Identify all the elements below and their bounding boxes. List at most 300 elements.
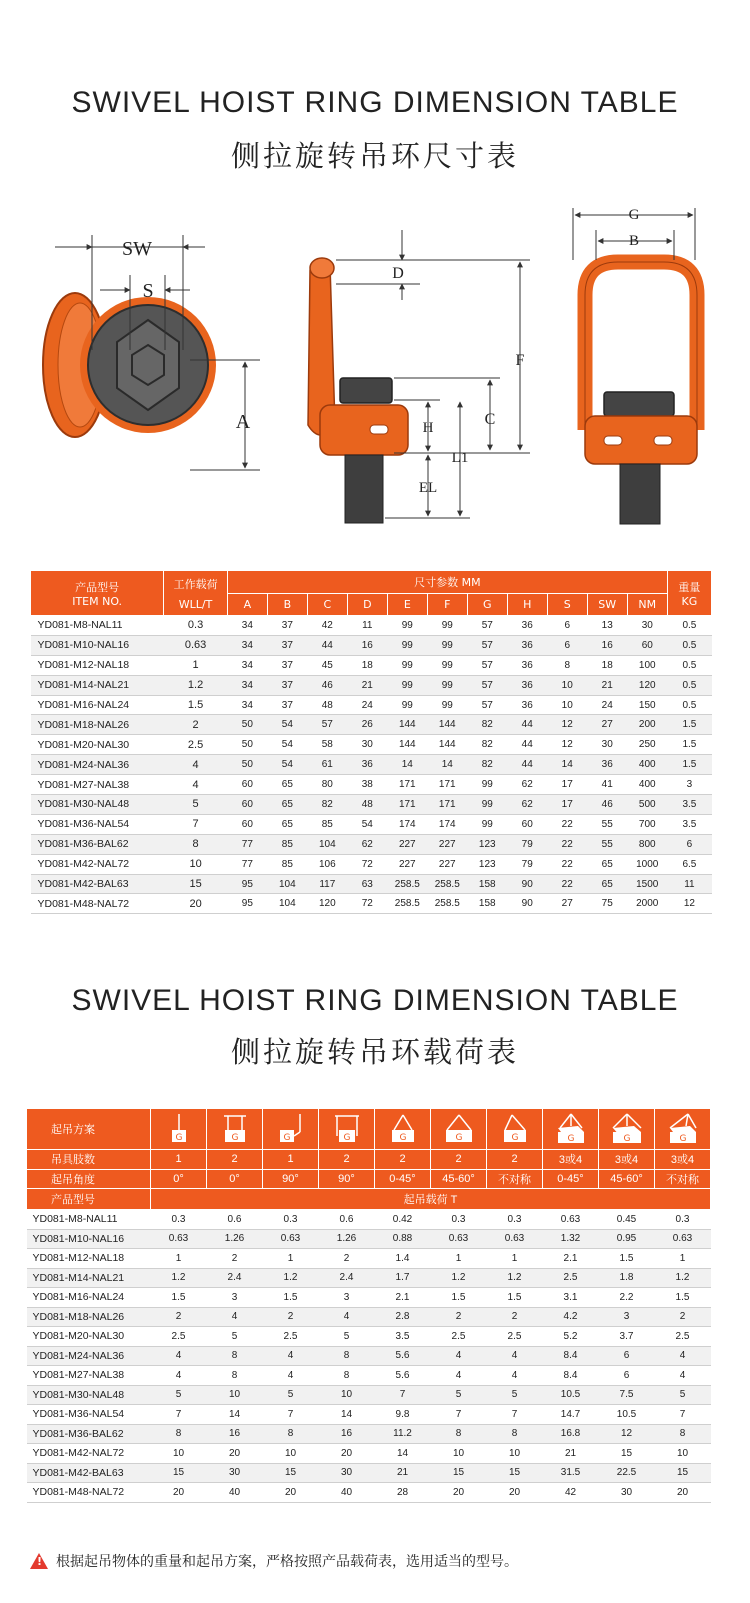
cell-model: YD081-M36-BAL62 bbox=[27, 1424, 151, 1444]
cell-load: 20 bbox=[263, 1483, 319, 1503]
cell-value: 55 bbox=[587, 834, 627, 854]
cell-model: YD081-M42-BAL63 bbox=[27, 1463, 151, 1483]
cell-value: 227 bbox=[387, 854, 427, 874]
cell-load: 1.26 bbox=[207, 1229, 263, 1249]
cell-load: 40 bbox=[319, 1483, 375, 1503]
angle-value: 不对称 bbox=[487, 1169, 543, 1189]
cell-model: YD081-M36-BAL62 bbox=[31, 834, 164, 854]
cell-load: 4 bbox=[319, 1307, 375, 1327]
cell-load: 0.42 bbox=[375, 1210, 431, 1230]
legs-value: 2 bbox=[207, 1150, 263, 1170]
table-row bbox=[31, 795, 712, 815]
cell-value: 60 bbox=[627, 635, 667, 655]
cell-value: 24 bbox=[347, 695, 387, 715]
cell-load: 4 bbox=[487, 1346, 543, 1366]
cell-load: 0.63 bbox=[151, 1229, 207, 1249]
cell-load: 7 bbox=[431, 1405, 487, 1425]
cell-value: 12 bbox=[547, 735, 587, 755]
cell-model: YD081-M42-NAL72 bbox=[31, 854, 164, 874]
scheme-icon-10 bbox=[655, 1109, 711, 1150]
cell-value: 3 bbox=[667, 775, 711, 795]
cell-value: 72 bbox=[347, 894, 387, 914]
cell-value: 5 bbox=[164, 795, 228, 815]
cell-value: 12 bbox=[547, 715, 587, 735]
cell-load: 28 bbox=[375, 1483, 431, 1503]
cell-value: 30 bbox=[587, 735, 627, 755]
legs-value: 2 bbox=[431, 1150, 487, 1170]
cell-value: 34 bbox=[227, 616, 267, 636]
cell-model: YD081-M42-BAL63 bbox=[31, 874, 164, 894]
cell-value: 46 bbox=[307, 675, 347, 695]
angle-value: 不对称 bbox=[655, 1169, 711, 1189]
table-row bbox=[31, 695, 712, 715]
cell-value: 14 bbox=[427, 755, 467, 775]
header-col-nm: NM bbox=[627, 593, 667, 616]
cell-load: 10 bbox=[431, 1444, 487, 1464]
scheme-icon-9 bbox=[599, 1109, 655, 1150]
table-row bbox=[27, 1307, 711, 1327]
cell-load: 2 bbox=[151, 1307, 207, 1327]
cell-load: 2.8 bbox=[375, 1307, 431, 1327]
table-row bbox=[31, 894, 712, 914]
cell-value: 37 bbox=[267, 675, 307, 695]
cell-value: 158 bbox=[467, 894, 507, 914]
cell-load: 10 bbox=[263, 1444, 319, 1464]
cell-load: 15 bbox=[431, 1463, 487, 1483]
cell-model: YD081-M8-NAL11 bbox=[31, 616, 164, 636]
cell-value: 123 bbox=[467, 854, 507, 874]
cell-load: 4 bbox=[263, 1366, 319, 1386]
load-table bbox=[26, 1108, 711, 1503]
cell-load: 0.6 bbox=[319, 1210, 375, 1230]
cell-value: 2000 bbox=[627, 894, 667, 914]
table-row bbox=[31, 635, 712, 655]
cell-value: 57 bbox=[467, 695, 507, 715]
cell-value: 80 bbox=[307, 775, 347, 795]
label-b: B bbox=[628, 233, 640, 249]
cell-load: 16 bbox=[319, 1424, 375, 1444]
cell-model: YD081-M27-NAL38 bbox=[27, 1366, 151, 1386]
cell-value: 65 bbox=[267, 814, 307, 834]
cell-load: 1.2 bbox=[431, 1268, 487, 1288]
cell-load: 22.5 bbox=[599, 1463, 655, 1483]
cell-value: 16 bbox=[347, 635, 387, 655]
cell-load: 8 bbox=[207, 1346, 263, 1366]
cell-load: 15 bbox=[151, 1463, 207, 1483]
cell-value: 34 bbox=[227, 655, 267, 675]
cell-load: 0.3 bbox=[151, 1210, 207, 1230]
cell-value: 250 bbox=[627, 735, 667, 755]
cell-model: YD081-M16-NAL24 bbox=[31, 695, 164, 715]
cell-value: 50 bbox=[227, 715, 267, 735]
cell-value: 117 bbox=[307, 874, 347, 894]
cell-value: 65 bbox=[267, 795, 307, 815]
cell-load: 10 bbox=[207, 1385, 263, 1405]
cell-value: 1000 bbox=[627, 854, 667, 874]
cell-load: 14 bbox=[319, 1405, 375, 1425]
label-scheme: 起吊方案 bbox=[27, 1109, 151, 1150]
cell-value: 26 bbox=[347, 715, 387, 735]
load-title-en: SWIVEL HOIST RING DIMENSION TABLE bbox=[71, 984, 679, 1017]
cell-value: 48 bbox=[347, 795, 387, 815]
legs-value: 2 bbox=[375, 1150, 431, 1170]
cell-load: 1 bbox=[655, 1249, 711, 1269]
legs-value: 2 bbox=[487, 1150, 543, 1170]
cell-value: 30 bbox=[627, 616, 667, 636]
cell-value: 99 bbox=[387, 616, 427, 636]
cell-value: 0.63 bbox=[164, 635, 228, 655]
cell-value: 57 bbox=[467, 616, 507, 636]
cell-load: 4.2 bbox=[543, 1307, 599, 1327]
header-col-g: G bbox=[467, 593, 507, 616]
cell-load: 6 bbox=[599, 1366, 655, 1386]
cell-value: 99 bbox=[467, 775, 507, 795]
cell-value: 82 bbox=[307, 795, 347, 815]
cell-value: 50 bbox=[227, 735, 267, 755]
cell-model: YD081-M42-NAL72 bbox=[27, 1444, 151, 1464]
cell-load: 5 bbox=[319, 1327, 375, 1347]
cell-load: 2.2 bbox=[599, 1288, 655, 1308]
cell-load: 1.2 bbox=[655, 1268, 711, 1288]
cell-value: 79 bbox=[507, 834, 547, 854]
cell-value: 63 bbox=[347, 874, 387, 894]
cell-value: 144 bbox=[387, 715, 427, 735]
cell-load: 1.32 bbox=[543, 1229, 599, 1249]
cell-value: 27 bbox=[587, 715, 627, 735]
svg-text:G: G bbox=[343, 1133, 350, 1143]
cell-load: 1.5 bbox=[599, 1249, 655, 1269]
header-col-f: F bbox=[427, 593, 467, 616]
cell-value: 227 bbox=[427, 834, 467, 854]
header-weight-cn: 重量 bbox=[678, 580, 701, 594]
cell-value: 36 bbox=[587, 755, 627, 775]
cell-value: 18 bbox=[347, 655, 387, 675]
cell-value: 41 bbox=[587, 775, 627, 795]
cell-value: 62 bbox=[347, 834, 387, 854]
cell-value: 15 bbox=[164, 874, 228, 894]
cell-value: 500 bbox=[627, 795, 667, 815]
cell-value: 44 bbox=[507, 755, 547, 775]
cell-value: 8 bbox=[547, 655, 587, 675]
svg-text:G: G bbox=[679, 1134, 686, 1144]
label-model: 产品型号 bbox=[27, 1189, 151, 1210]
cell-value: 36 bbox=[347, 755, 387, 775]
cell-value: 1.5 bbox=[667, 735, 711, 755]
label-h: H bbox=[422, 420, 434, 436]
cell-value: 82 bbox=[467, 715, 507, 735]
header-wll-cn: 工作载荷 bbox=[173, 577, 218, 591]
cell-load: 0.3 bbox=[431, 1210, 487, 1230]
cell-value: 0.5 bbox=[667, 695, 711, 715]
cell-value: 258.5 bbox=[387, 874, 427, 894]
cell-value: 21 bbox=[347, 675, 387, 695]
angle-value: 45-60° bbox=[431, 1169, 487, 1189]
svg-text:G: G bbox=[175, 1133, 182, 1143]
cell-value: 72 bbox=[347, 854, 387, 874]
cell-load: 3.5 bbox=[375, 1327, 431, 1347]
cell-load: 4 bbox=[655, 1366, 711, 1386]
table-row bbox=[27, 1483, 711, 1503]
scheme-icon-3 bbox=[263, 1109, 319, 1150]
table-row bbox=[27, 1424, 711, 1444]
cell-value: 38 bbox=[347, 775, 387, 795]
cell-load: 8.4 bbox=[543, 1366, 599, 1386]
label-g: G bbox=[628, 207, 640, 223]
cell-load: 2 bbox=[207, 1249, 263, 1269]
cell-value: 106 bbox=[307, 854, 347, 874]
cell-value: 57 bbox=[467, 635, 507, 655]
cell-load: 4 bbox=[431, 1366, 487, 1386]
label-d: D bbox=[392, 265, 404, 282]
cell-value: 36 bbox=[507, 695, 547, 715]
cell-model: YD081-M10-NAL16 bbox=[27, 1229, 151, 1249]
cell-value: 62 bbox=[507, 795, 547, 815]
label-load: 起吊载荷 T bbox=[151, 1189, 711, 1210]
cell-load: 40 bbox=[207, 1483, 263, 1503]
cell-value: 10 bbox=[547, 675, 587, 695]
cell-value: 1.5 bbox=[164, 695, 228, 715]
cell-value: 57 bbox=[307, 715, 347, 735]
angle-value: 90° bbox=[319, 1169, 375, 1189]
cell-value: 16 bbox=[587, 635, 627, 655]
cell-load: 14.7 bbox=[543, 1405, 599, 1425]
cell-value: 79 bbox=[507, 854, 547, 874]
table-row bbox=[31, 874, 712, 894]
cell-value: 99 bbox=[427, 695, 467, 715]
header-col-sw: SW bbox=[587, 593, 627, 616]
table-row bbox=[31, 655, 712, 675]
cell-value: 54 bbox=[267, 755, 307, 775]
cell-value: 171 bbox=[427, 795, 467, 815]
table-row bbox=[31, 735, 712, 755]
cell-load: 0.3 bbox=[655, 1210, 711, 1230]
cell-value: 8 bbox=[164, 834, 228, 854]
cell-load: 2 bbox=[319, 1249, 375, 1269]
label-f: F bbox=[515, 352, 525, 369]
cell-load: 10 bbox=[487, 1444, 543, 1464]
cell-model: YD081-M18-NAL26 bbox=[27, 1307, 151, 1327]
cell-value: 60 bbox=[227, 775, 267, 795]
cell-value: 82 bbox=[467, 735, 507, 755]
cell-value: 1 bbox=[164, 655, 228, 675]
cell-load: 1.8 bbox=[599, 1268, 655, 1288]
cell-model: YD081-M36-NAL54 bbox=[31, 814, 164, 834]
cell-model: YD081-M8-NAL11 bbox=[27, 1210, 151, 1230]
header-model-cn: 产品型号 bbox=[75, 580, 120, 594]
cell-load: 7 bbox=[487, 1405, 543, 1425]
cell-load: 8 bbox=[263, 1424, 319, 1444]
svg-text:G: G bbox=[283, 1133, 290, 1143]
cell-load: 3 bbox=[599, 1307, 655, 1327]
header-col-a: A bbox=[227, 593, 267, 616]
cell-model: YD081-M10-NAL16 bbox=[31, 635, 164, 655]
cell-value: 2.5 bbox=[164, 735, 228, 755]
cell-value: 10 bbox=[547, 695, 587, 715]
warning-icon: ! bbox=[30, 1553, 48, 1569]
cell-model: YD081-M14-NAL21 bbox=[31, 675, 164, 695]
cell-load: 0.63 bbox=[431, 1229, 487, 1249]
scheme-icon-2 bbox=[207, 1109, 263, 1150]
cell-load: 0.63 bbox=[655, 1229, 711, 1249]
cell-value: 54 bbox=[267, 735, 307, 755]
cell-load: 8 bbox=[655, 1424, 711, 1444]
cell-load: 15 bbox=[599, 1444, 655, 1464]
cell-value: 258.5 bbox=[427, 874, 467, 894]
cell-load: 2.5 bbox=[655, 1327, 711, 1347]
cell-value: 22 bbox=[547, 814, 587, 834]
cell-value: 171 bbox=[427, 775, 467, 795]
cell-value: 3.5 bbox=[667, 814, 711, 834]
table-row bbox=[27, 1327, 711, 1347]
cell-value: 99 bbox=[467, 795, 507, 815]
cell-load: 0.6 bbox=[207, 1210, 263, 1230]
cell-load: 2.1 bbox=[375, 1288, 431, 1308]
cell-value: 54 bbox=[347, 814, 387, 834]
cell-load: 7 bbox=[655, 1405, 711, 1425]
cell-value: 4 bbox=[164, 775, 228, 795]
cell-value: 61 bbox=[307, 755, 347, 775]
cell-value: 77 bbox=[227, 854, 267, 874]
cell-value: 10 bbox=[164, 854, 228, 874]
cell-load: 5 bbox=[263, 1385, 319, 1405]
header-col-s: S bbox=[547, 593, 587, 616]
cell-load: 4 bbox=[207, 1307, 263, 1327]
cell-value: 99 bbox=[427, 616, 467, 636]
cell-load: 2.4 bbox=[319, 1268, 375, 1288]
cell-value: 90 bbox=[507, 874, 547, 894]
cell-load: 20 bbox=[487, 1483, 543, 1503]
cell-value: 37 bbox=[267, 616, 307, 636]
cell-value: 104 bbox=[267, 874, 307, 894]
technical-drawings bbox=[0, 200, 750, 540]
header-wll-en: WLL/T bbox=[178, 597, 213, 611]
legs-value: 3或4 bbox=[599, 1150, 655, 1170]
cell-load: 7 bbox=[375, 1385, 431, 1405]
svg-text:G: G bbox=[399, 1133, 406, 1143]
svg-text:G: G bbox=[623, 1134, 630, 1144]
cell-load: 30 bbox=[319, 1463, 375, 1483]
cell-value: 46 bbox=[587, 795, 627, 815]
cell-load: 8 bbox=[207, 1366, 263, 1386]
header-col-h: H bbox=[507, 593, 547, 616]
cell-value: 22 bbox=[547, 834, 587, 854]
cell-model: YD081-M30-NAL48 bbox=[31, 795, 164, 815]
cell-value: 104 bbox=[307, 834, 347, 854]
cell-load: 1.2 bbox=[487, 1268, 543, 1288]
cell-load: 1.5 bbox=[263, 1288, 319, 1308]
cell-value: 171 bbox=[387, 775, 427, 795]
cell-model: YD081-M24-NAL36 bbox=[31, 755, 164, 775]
dimension-title-cn: 侧拉旋转吊环尺寸表 bbox=[230, 139, 519, 173]
cell-value: 85 bbox=[267, 854, 307, 874]
cell-load: 9.8 bbox=[375, 1405, 431, 1425]
cell-value: 95 bbox=[227, 874, 267, 894]
cell-value: 75 bbox=[587, 894, 627, 914]
cell-load: 21 bbox=[543, 1444, 599, 1464]
cell-value: 22 bbox=[547, 854, 587, 874]
table-row bbox=[27, 1249, 711, 1269]
cell-load: 10 bbox=[319, 1385, 375, 1405]
cell-value: 120 bbox=[307, 894, 347, 914]
cell-value: 65 bbox=[587, 874, 627, 894]
cell-load: 15 bbox=[263, 1463, 319, 1483]
svg-text:G: G bbox=[455, 1133, 462, 1143]
cell-load: 0.63 bbox=[263, 1229, 319, 1249]
cell-value: 36 bbox=[507, 616, 547, 636]
cell-value: 50 bbox=[227, 755, 267, 775]
cell-load: 1.26 bbox=[319, 1229, 375, 1249]
cell-model: YD081-M20-NAL30 bbox=[31, 735, 164, 755]
cell-model: YD081-M16-NAL24 bbox=[27, 1288, 151, 1308]
cell-value: 400 bbox=[627, 775, 667, 795]
cell-model: YD081-M30-NAL48 bbox=[27, 1385, 151, 1405]
cell-load: 1 bbox=[151, 1249, 207, 1269]
cell-value: 65 bbox=[587, 854, 627, 874]
cell-value: 82 bbox=[467, 755, 507, 775]
cell-value: 1.5 bbox=[667, 715, 711, 735]
cell-load: 0.3 bbox=[263, 1210, 319, 1230]
table-row bbox=[31, 834, 712, 854]
cell-value: 158 bbox=[467, 874, 507, 894]
header-col-d: D bbox=[347, 593, 387, 616]
cell-model: YD081-M48-NAL72 bbox=[31, 894, 164, 914]
cell-value: 0.5 bbox=[667, 616, 711, 636]
cell-load: 8 bbox=[151, 1424, 207, 1444]
cell-value: 144 bbox=[427, 735, 467, 755]
cell-load: 20 bbox=[319, 1444, 375, 1464]
cell-value: 14 bbox=[547, 755, 587, 775]
cell-value: 0.5 bbox=[667, 655, 711, 675]
cell-value: 2 bbox=[164, 715, 228, 735]
cell-value: 3.5 bbox=[667, 795, 711, 815]
cell-value: 37 bbox=[267, 635, 307, 655]
cell-value: 227 bbox=[427, 854, 467, 874]
header-model-en: ITEM NO. bbox=[72, 594, 123, 608]
table-row bbox=[31, 775, 712, 795]
cell-load: 1.5 bbox=[487, 1288, 543, 1308]
cell-load: 15 bbox=[655, 1463, 711, 1483]
cell-model: YD081-M48-NAL72 bbox=[27, 1483, 151, 1503]
angle-value: 0° bbox=[151, 1169, 207, 1189]
note-text: 根据起吊物体的重量和起吊方案，严格按照产品载荷表，选用适当的型号。 bbox=[56, 1554, 518, 1570]
cell-value: 18 bbox=[587, 655, 627, 675]
cell-load: 2 bbox=[431, 1307, 487, 1327]
cell-load: 0.3 bbox=[487, 1210, 543, 1230]
cell-load: 5 bbox=[487, 1385, 543, 1405]
table-row bbox=[27, 1210, 711, 1230]
cell-load: 2.5 bbox=[431, 1327, 487, 1347]
cell-load: 2 bbox=[655, 1307, 711, 1327]
cell-load: 5 bbox=[207, 1327, 263, 1347]
cell-load: 11.2 bbox=[375, 1424, 431, 1444]
legs-value: 2 bbox=[319, 1150, 375, 1170]
cell-load: 3.7 bbox=[599, 1327, 655, 1347]
table-row bbox=[27, 1229, 711, 1249]
cell-value: 144 bbox=[427, 715, 467, 735]
scheme-icon-6 bbox=[431, 1109, 487, 1150]
cell-value: 99 bbox=[427, 655, 467, 675]
cell-value: 42 bbox=[307, 616, 347, 636]
cell-load: 14 bbox=[375, 1444, 431, 1464]
cell-value: 17 bbox=[547, 795, 587, 815]
cell-value: 34 bbox=[227, 675, 267, 695]
table-row bbox=[27, 1405, 711, 1425]
cell-value: 99 bbox=[467, 814, 507, 834]
cell-value: 12 bbox=[667, 894, 711, 914]
cell-model: YD081-M14-NAL21 bbox=[27, 1268, 151, 1288]
cell-load: 7 bbox=[263, 1405, 319, 1425]
cell-load: 15 bbox=[487, 1463, 543, 1483]
